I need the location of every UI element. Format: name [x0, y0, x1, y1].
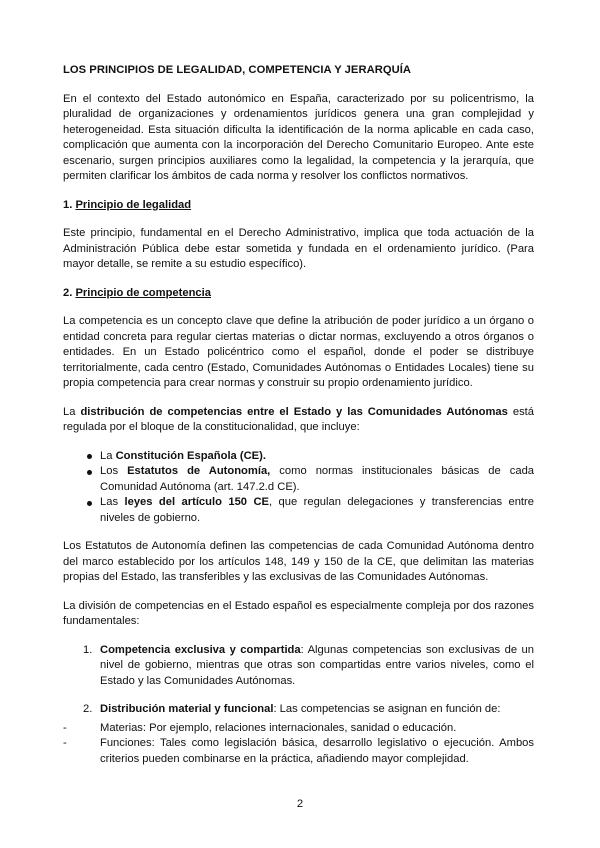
intro-paragraph: En el contexto del Estado autonómico en España, caracterizado por su policentrismo, la pluralidad de organizaciones y ordenamientos jurídicos genera una gran complejidad y heterogeneidad. Esta situación dificulta la identificación de la norma aplicable en cada caso, complicación que aumenta con la incorporación del Derecho Comunitario Europeo. Ante este escenario, surgen principios auxiliares como la legalidad, la competencia y la jerarquía, que permiten clarificar los ámbitos de cada norma y resolver los conflictos normativos. [63, 92, 534, 182]
distribution-text-pre: La [63, 405, 81, 418]
list-item: La Constitución Española (CE). [63, 449, 534, 465]
distribution-paragraph [63, 405, 534, 436]
distribution-text-post: está regulada por el bloque de la constitucionalidad, que incluye: [63, 405, 534, 433]
section-1-paragraph: Este principio, fundamental en el Derecho Administrativo, implica que toda actuación de la Administración Pública debe estar sometida y fundada en el ordenamiento jurídico. (Para mayor detalle, se remite a su estudio específico). [63, 227, 534, 270]
section-1-title: Principio de legalidad [75, 198, 192, 211]
competence-definition-paragraph: La competencia es un concepto clave que define la atribución de poder jurídico a un órgano o entidad concreta para regular ciertas materias o dictar normas, excluyendo a otros órganos o entidades. En un Estado policéntrico como el español, donde el poder se distribuye territorialmente, cada centro (Estado, Comunidades Autónomas o Entidades Locales) tiene su propia competencia para crear normas y construir su propio ordenamiento jurídico. [63, 315, 534, 389]
section-1-heading [63, 198, 534, 214]
section-2-heading [63, 286, 534, 302]
list-item: 1. Competencia exclusiva y compartida: Algunas competencias son exclusivas de un nivel de gobierno, mientras que otras son compartidas entre varios niveles, como el Estado y las Comunidades Autónomas. [83, 643, 534, 687]
document-title: LOS PRINCIPIOS DE LEGALIDAD, COMPETENCIA Y JERARQUÍA [63, 64, 412, 76]
page-content [63, 63, 534, 767]
list-item: - Funciones: Tales como legislación básica, desarrollo legislativo o ejecución. Ambos criterios pueden combinarse en la práctica, añadiendo mayor complejidad. [63, 736, 534, 767]
section-2-title: Principio de competencia [75, 286, 211, 299]
reasons-list [63, 643, 534, 718]
criteria-list [63, 721, 534, 768]
list-item: Los Estatutos de Autonomía, como normas institucionales básicas de cada Comunidad Autónoma (art. 147.2.d CE). [63, 464, 534, 495]
constitutional-block-list [63, 449, 534, 527]
statutes-paragraph: Los Estatutos de Autonomía definen las competencias de cada Comunidad Autónoma dentro del marco establecido por los artículos 148, 149 y 150 de la CE, que delimitan las materias propias del Estado, las transferibles y las exclusivas de las Comunidades Autónomas. [63, 540, 534, 583]
page-number: 2 [296, 798, 304, 810]
list-item: 2. Distribución material y funcional: Las competencias se asignan en función de: [83, 703, 501, 715]
distribution-text-bold: distribución de competencias entre el Estado y las Comunidades Autónomas [80, 405, 508, 418]
list-item: - Materias: Por ejemplo, relaciones internacionales, sanidad o educación. [63, 721, 534, 737]
section-2-number: 2. [63, 286, 73, 299]
list-item: Las leyes del artículo 150 CE, que regulan delegaciones y transferencias entre niveles de gobierno. [63, 495, 534, 526]
division-paragraph: La división de competencias en el Estado español es especialmente compleja por dos razones fundamentales: [63, 599, 534, 627]
section-1-number: 1. [63, 198, 73, 211]
